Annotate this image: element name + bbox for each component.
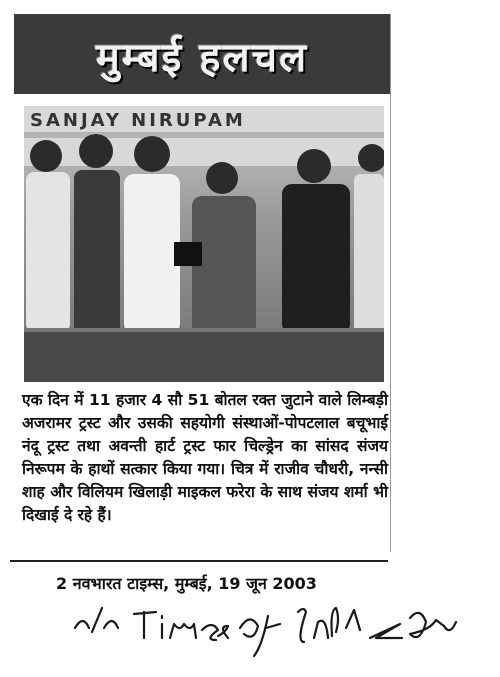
headline-banner	[14, 14, 390, 94]
photo-banner-text: SANJAY NIRUPAM	[30, 110, 246, 131]
newspaper-clipping	[14, 14, 391, 552]
headline: मुम्बई हलचल	[95, 35, 309, 81]
photo-caption: एक दिन में 11 हजार 4 सौ 51 बोतल रक्त जुटाने वाले लिम्बड़ी अजरामर ट्रस्ट और उसकी सहयोगी संस्थाओं-पोपटलाल बचूभाई नंदू ट्रस्ट तथा अवन्ती हार्ट ट्रस्ट फार चिल्ड्रेन का सांसद संजय निरूपम के हाथों सत्कार किया गया। चित्र में राजीव चौधरी, नन्सी शाह और विलियम खिलाड़ी माइकल फरेरा के साथ संजय शर्मा भी दिखाई दे रहे हैं।	[22, 391, 388, 524]
handwritten-note	[70, 598, 470, 658]
photo-scene	[24, 106, 384, 382]
news-photo	[24, 106, 384, 382]
source-line: 2 नवभारत टाइम्स, मुम्बई, 19 जून 2003	[56, 574, 317, 593]
divider-rule	[10, 560, 388, 562]
